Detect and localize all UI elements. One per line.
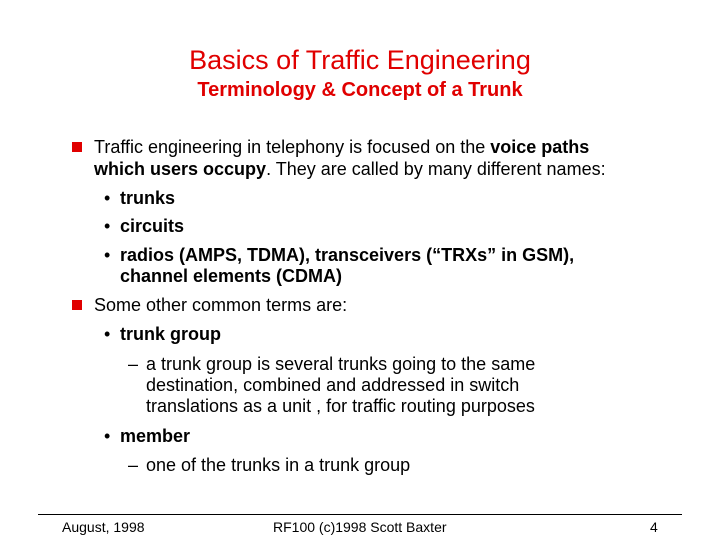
paragraph-1-emphasis: voice paths: [490, 137, 590, 157]
paragraph-1-line-1: [94, 136, 589, 158]
dot-bullet-icon: •: [104, 245, 111, 265]
list-item-radios: radios (AMPS, TDMA), transceivers (“TRXs” in GSM),: [120, 245, 575, 265]
paragraph-2-text: Some other common terms are:: [94, 295, 348, 315]
trunk-group-definition-line-2: destination, combined and addressed in switch: [146, 375, 520, 395]
dot-bullet-icon: •: [104, 426, 111, 446]
footer-center-text: RF100 (c)1998 Scott Baxter: [273, 519, 447, 535]
dot-bullet-icon: •: [104, 216, 111, 236]
member-definition: one of the trunks in a trunk group: [146, 455, 411, 475]
dot-bullet-icon: •: [104, 188, 111, 208]
list-item-circuits: circuits: [120, 216, 185, 236]
paragraph-1-text: Traffic engineering in telephony is focused on the: [94, 137, 491, 157]
square-bullet-icon: [72, 300, 82, 310]
slide-title: Basics of Traffic Engineering: [189, 45, 531, 75]
paragraph-1-text-2: . They are called by many different names:: [266, 159, 606, 179]
trunk-group-definition-line-1: a trunk group is several trunks going to the same: [146, 354, 536, 374]
paragraph-1-emphasis-2: which users occupy: [94, 159, 267, 179]
slide-subtitle: Terminology & Concept of a Trunk: [197, 79, 523, 101]
dot-bullet-icon: •: [104, 324, 111, 344]
dash-bullet-icon: –: [128, 354, 139, 374]
list-item-radios-continued: channel elements (CDMA): [120, 266, 343, 286]
list-item-member: member: [120, 426, 191, 446]
footer-date: August, 1998: [62, 519, 145, 535]
list-item-trunk-group: trunk group: [120, 324, 221, 344]
square-bullet-icon: [72, 142, 82, 152]
trunk-group-definition-line-3: translations as a unit , for traffic routing purposes: [146, 396, 535, 416]
paragraph-1-line-2: [94, 158, 606, 180]
footer-divider: [38, 514, 682, 515]
list-item-trunks: trunks: [120, 188, 176, 208]
page-number: 4: [650, 519, 658, 535]
dash-bullet-icon: –: [128, 455, 139, 475]
